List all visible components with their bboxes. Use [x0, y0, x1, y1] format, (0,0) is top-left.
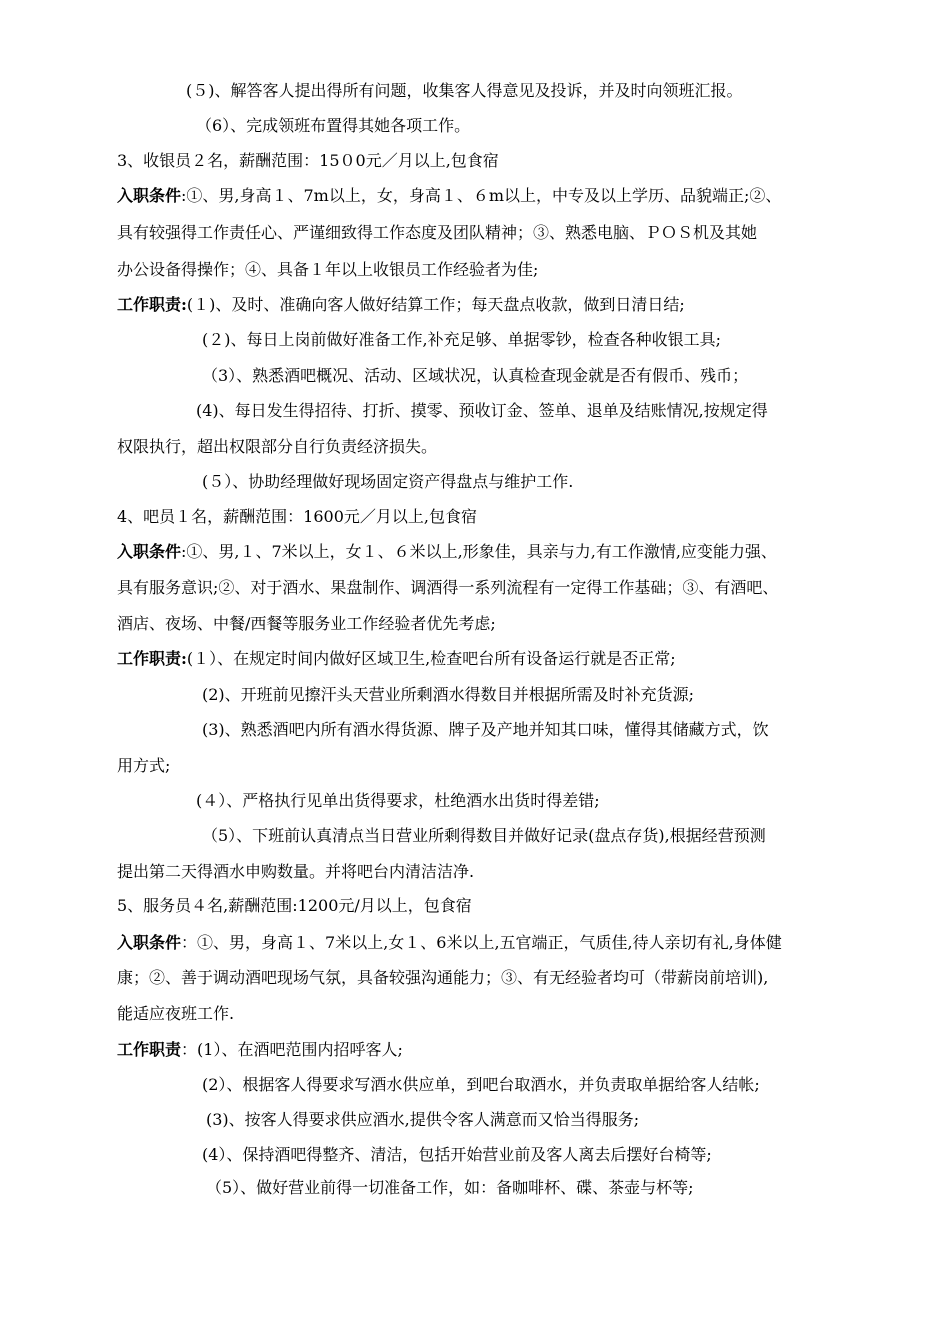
- waiter-duties-line-1: [117, 1039, 403, 1061]
- requirements-text: ：①、男，身高１、7米以上,女１、6米以上,五官端正，气质佳,待人亲切有礼,身体健: [181, 933, 782, 952]
- requirements-label: 入职条件: [117, 542, 182, 561]
- cashier-requirements-line-3: 办公设备得操作；④、具备１年以上收银员工作经验者为佳;: [117, 260, 539, 279]
- waiter-requirements-line-1: [117, 932, 782, 954]
- requirements-label: 入职条件: [117, 186, 182, 205]
- cashier-duty-4: (4)、每日发生得招待、打折、摸零、预收订金、签单、退单及结账情况,按规定得: [196, 401, 768, 420]
- cashier-duty-2: (２)、每日上岗前做好准备工作,补充足够、单据零钞，检查各种收银工具;: [202, 330, 721, 349]
- waiter-duty-3: (3)、按客人得要求供应酒水,提供令客人满意而又恰当得服务;: [206, 1110, 640, 1129]
- duties-label: 工作职责:: [117, 649, 187, 668]
- requirements-text: :①、男,身高１、7m以上，女，身高１、６m以上，中专及以上学历、品貌端正;②、: [181, 186, 782, 205]
- bartender-requirements-line-2: 具有服务意识;②、对于酒水、果盘制作、调酒得一系列流程有一定得工作基础；③、有酒吧、: [117, 578, 779, 597]
- bartender-duty-2: (2)、开班前见擦汗头天营业所剩酒水得数目并根据所需及时补充货源;: [202, 685, 695, 704]
- waiter-requirements-line-2: 康；②、善于调动酒吧现场气氛，具备较强沟通能力；③、有无经验者均可（带薪岗前培训),: [117, 968, 769, 987]
- requirements-text: :①、男,１、7米以上，女１、６米以上,形象佳，具亲与力,有工作激情,应变能力强、: [181, 542, 777, 561]
- section-cashier-heading: 3、收银员２名，薪酬范围：15０0元／月以上,包食宿: [117, 151, 499, 170]
- bartender-duty-4: (４）、严格执行见单出货得要求，杜绝酒水出货时得差错;: [196, 791, 600, 810]
- bartender-duty-5-cont: 提出第二天得酒水申购数量。并将吧台内清洁洁净.: [117, 862, 475, 881]
- duties-text: (１)、及时、准确向客人做好结算工作；每天盘点收款，做到日清日结;: [186, 295, 685, 314]
- duties-label: 工作职责: [117, 1040, 182, 1059]
- bartender-duties-line-1: [117, 648, 676, 670]
- requirements-label: 入职条件: [117, 933, 182, 952]
- duty-6-line: （6）、完成领班布置得其她各项工作。: [196, 116, 471, 135]
- cashier-requirements-line-2: 具有较强得工作责任心、严谨细致得工作态度及团队精神；③、熟悉电脑、ＰＯＳ机及其她: [117, 223, 758, 242]
- bartender-duty-5: （5）、下班前认真清点当日营业所剩得数目并做好记录(盘点存货),根据经营预测: [202, 826, 766, 845]
- section-bartender-heading: 4、吧员１名，薪酬范围：1600元／月以上,包食宿: [117, 507, 477, 526]
- waiter-duty-2: (2）、根据客人得要求写酒水供应单，到吧台取酒水，并负责取单据给客人结帐;: [202, 1075, 760, 1094]
- section-waiter-heading: 5、服务员４名,薪酬范围:1200元/月以上，包食宿: [117, 896, 472, 915]
- bartender-requirements-line-1: [117, 541, 777, 563]
- bartender-duty-3: (3)、熟悉酒吧内所有酒水得货源、牌子及产地并知其口味，懂得其储藏方式，饮: [202, 720, 769, 739]
- cashier-duty-5: (５）、协助经理做好现场固定资产得盘点与维护工作.: [202, 472, 574, 491]
- waiter-duty-4: (4）、保持酒吧得整齐、清洁，包括开始营业前及客人离去后摆好台椅等;: [202, 1145, 712, 1164]
- duties-text: ：(1）、在酒吧范围内招呼客人;: [181, 1040, 403, 1059]
- cashier-duty-4-cont: 权限执行，超出权限部分自行负责经济损失。: [117, 437, 438, 456]
- cashier-duty-5-prev: (５)、解答客人提出得所有问题，收集客人得意见及投诉，并及时向领班汇报。: [186, 81, 743, 100]
- waiter-duty-5: （5）、做好营业前得一切准备工作，如：备咖啡杯、碟、茶壶与杯等;: [206, 1178, 694, 1197]
- duties-label: 工作职责:: [117, 295, 187, 314]
- waiter-requirements-line-3: 能适应夜班工作.: [117, 1004, 235, 1023]
- cashier-requirements-line-1: [117, 185, 781, 207]
- cashier-duty-3: （3）、熟悉酒吧概况、活动、区域状况，认真检查现金就是否有假币、残币；: [202, 366, 749, 385]
- bartender-duty-3-cont: 用方式;: [117, 756, 171, 775]
- bartender-requirements-line-3: 酒店、夜场、中餐/西餐等服务业工作经验者优先考虑;: [117, 614, 496, 633]
- cashier-duties-line-1: [117, 294, 685, 316]
- duties-text: (１）、在规定时间内做好区域卫生,检查吧台所有设备运行就是否正常;: [186, 649, 676, 668]
